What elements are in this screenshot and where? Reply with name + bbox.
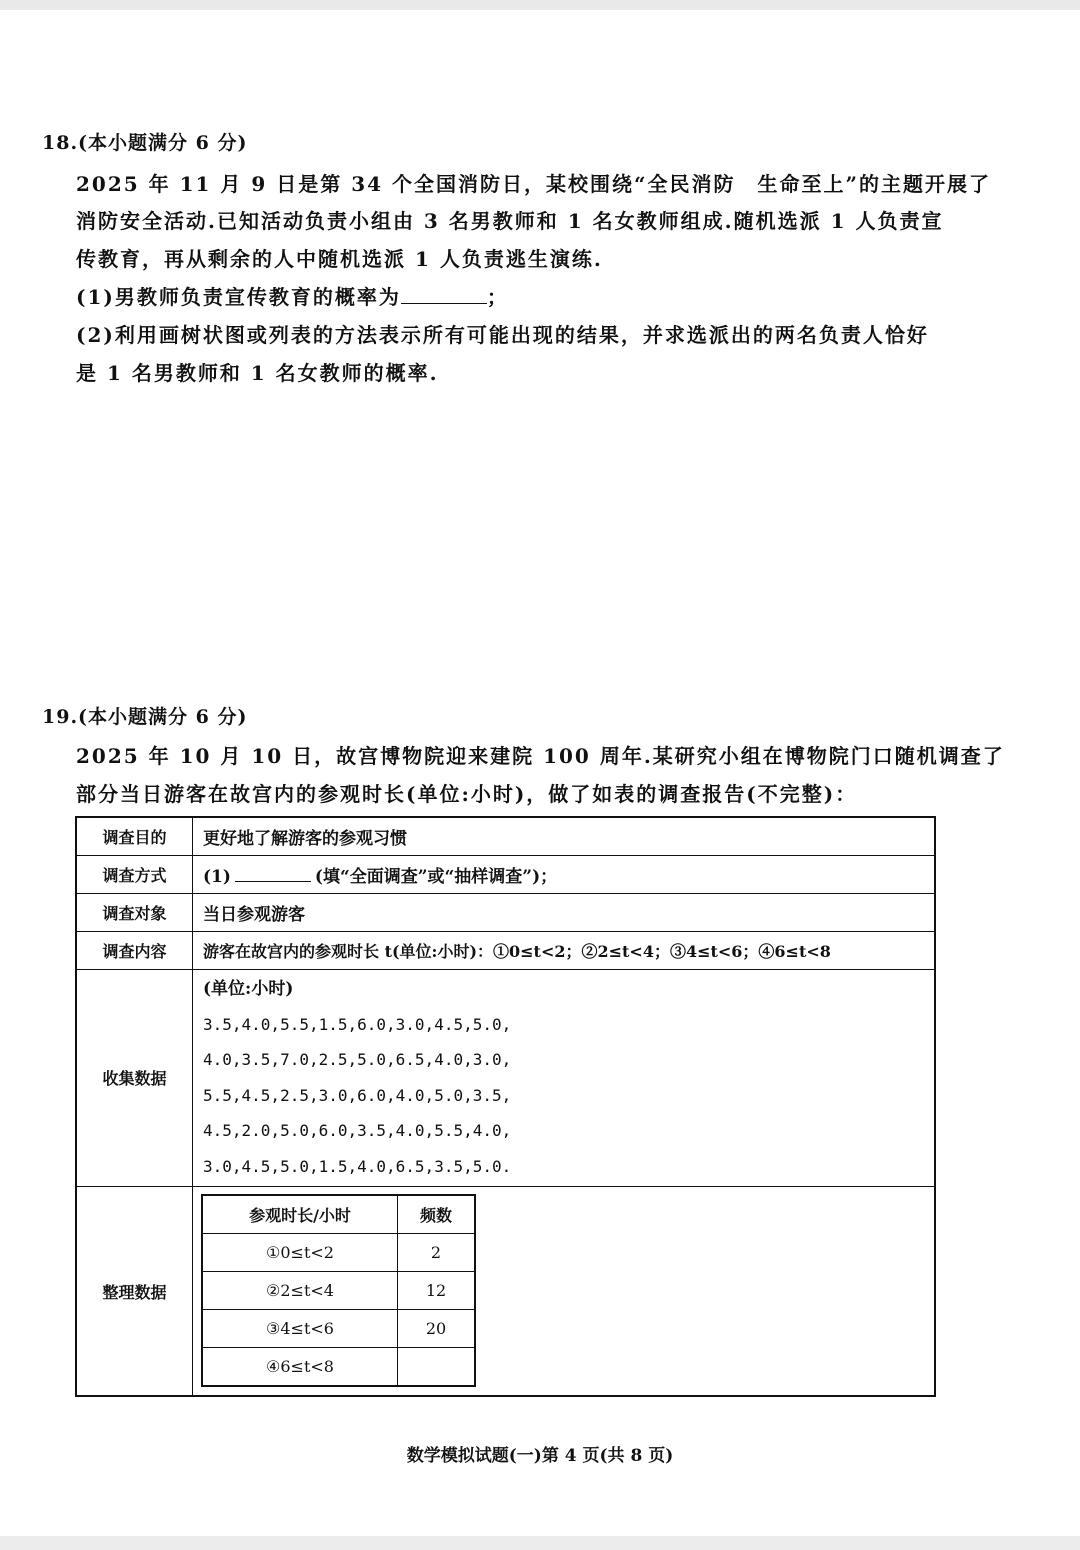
freq-count: 12	[398, 1272, 476, 1310]
collect-unit: (单位:小时)	[203, 978, 294, 999]
q18-part1-prefix: (1)男教师负责宣传教育的概率为	[76, 285, 401, 309]
q18-part1	[76, 281, 509, 310]
collect-data-line-3: 5.5,4.5,2.5,3.0,6.0,4.0,5.0,3.5,	[203, 1085, 512, 1105]
organize-cell	[193, 1187, 936, 1397]
top-edge	[0, 0, 1080, 10]
content-value: 游客在故宫内的参观时长 t(单位:小时)：①0≤t<2；②2≤t<4；③4≤t<6；④6≤t<8	[193, 931, 936, 969]
q19-line-1: 2025 年 10 月 10 日，故宫博物院迎来建院 100 周年.某研究小组在博物院门口随机调查了	[76, 744, 1005, 768]
collect-data-line-5: 3.0,4.5,5.0,1.5,4.0,6.5,3.5,5.0.	[203, 1156, 512, 1176]
q18-title: 18.(本小题满分 6 分)	[42, 132, 248, 154]
purpose-value: 更好地了解游客的参观习惯	[193, 817, 936, 855]
survey-row-content	[76, 931, 935, 969]
freq-count: 2	[398, 1234, 476, 1272]
collect-data-line-4: 4.5,2.0,5.0,6.0,3.5,4.0,5.5,4.0,	[203, 1121, 512, 1140]
survey-row-collect	[76, 969, 935, 1187]
q19-title: 19.(本小题满分 6 分)	[42, 706, 248, 728]
freq-row	[202, 1310, 475, 1348]
freq-row	[202, 1348, 475, 1387]
freq-header-row	[202, 1195, 475, 1234]
survey-row-method	[76, 855, 935, 893]
q18-line-2: 消防安全活动.已知活动负责小组由 3 名男教师和 1 名女教师组成.随机选派 1 人负责宣	[76, 209, 944, 233]
q18-part2-line-1: (2)利用画树状图或列表的方法表示所有可能出现的结果，并求选派出的两名负责人恰好	[76, 323, 929, 347]
q18-part1-answer-blank[interactable]	[401, 285, 487, 304]
survey-report-table	[75, 816, 936, 1397]
freq-range: ③4≤t<6	[202, 1310, 398, 1348]
freq-range: ①0≤t<2	[202, 1234, 398, 1272]
object-value: 当日参观游客	[193, 893, 936, 931]
survey-row-object	[76, 893, 935, 931]
survey-row-purpose	[76, 817, 935, 855]
freq-range: ④6≤t<8	[202, 1348, 398, 1387]
freq-count-blank[interactable]	[398, 1348, 476, 1387]
method-suffix: (填“全面调查”或“抽样调查”)；	[314, 866, 558, 887]
collect-data-cell	[193, 969, 936, 1187]
q19-line-2: 部分当日游客在故宫内的参观时长(单位:小时)，做了如表的调查报告(不完整)：	[76, 782, 858, 806]
freq-count: 20	[398, 1310, 476, 1348]
object-label: 调查对象	[76, 893, 193, 931]
method-answer-blank[interactable]	[235, 865, 311, 882]
freq-header-range: 参观时长/小时	[202, 1195, 398, 1234]
method-label: 调查方式	[76, 855, 193, 893]
survey-row-organize	[76, 1187, 935, 1397]
freq-row	[202, 1234, 475, 1272]
organize-label: 整理数据	[76, 1187, 193, 1397]
purpose-label: 调查目的	[76, 817, 193, 855]
method-prefix: (1)	[203, 866, 231, 887]
content-label: 调查内容	[76, 931, 193, 969]
freq-header-count: 频数	[398, 1195, 476, 1234]
freq-row	[202, 1272, 475, 1310]
method-value	[193, 855, 936, 893]
q18-part1-suffix: ；	[486, 285, 509, 309]
page-footer: 数学模拟试题(一)第 4 页(共 8 页)	[406, 1446, 674, 1466]
freq-range: ②2≤t<4	[202, 1272, 398, 1310]
collect-data-line-2: 4.0,3.5,7.0,2.5,5.0,6.5,4.0,3.0,	[203, 1050, 512, 1069]
q18-line-1: 2025 年 11 月 9 日是第 34 个全国消防日，某校围绕“全民消防 生命至上”的主题开展了	[76, 172, 991, 196]
collect-label: 收集数据	[76, 969, 193, 1187]
bottom-edge	[0, 1536, 1080, 1550]
frequency-table	[201, 1194, 476, 1387]
q18-part2-line-2: 是 1 名男教师和 1 名女教师的概率.	[76, 361, 439, 385]
collect-data-line-1: 3.5,4.0,5.5,1.5,6.0,3.0,4.5,5.0,	[203, 1014, 512, 1034]
q18-line-3: 传教育，再从剩余的人中随机选派 1 人负责逃生演练.	[76, 247, 603, 271]
